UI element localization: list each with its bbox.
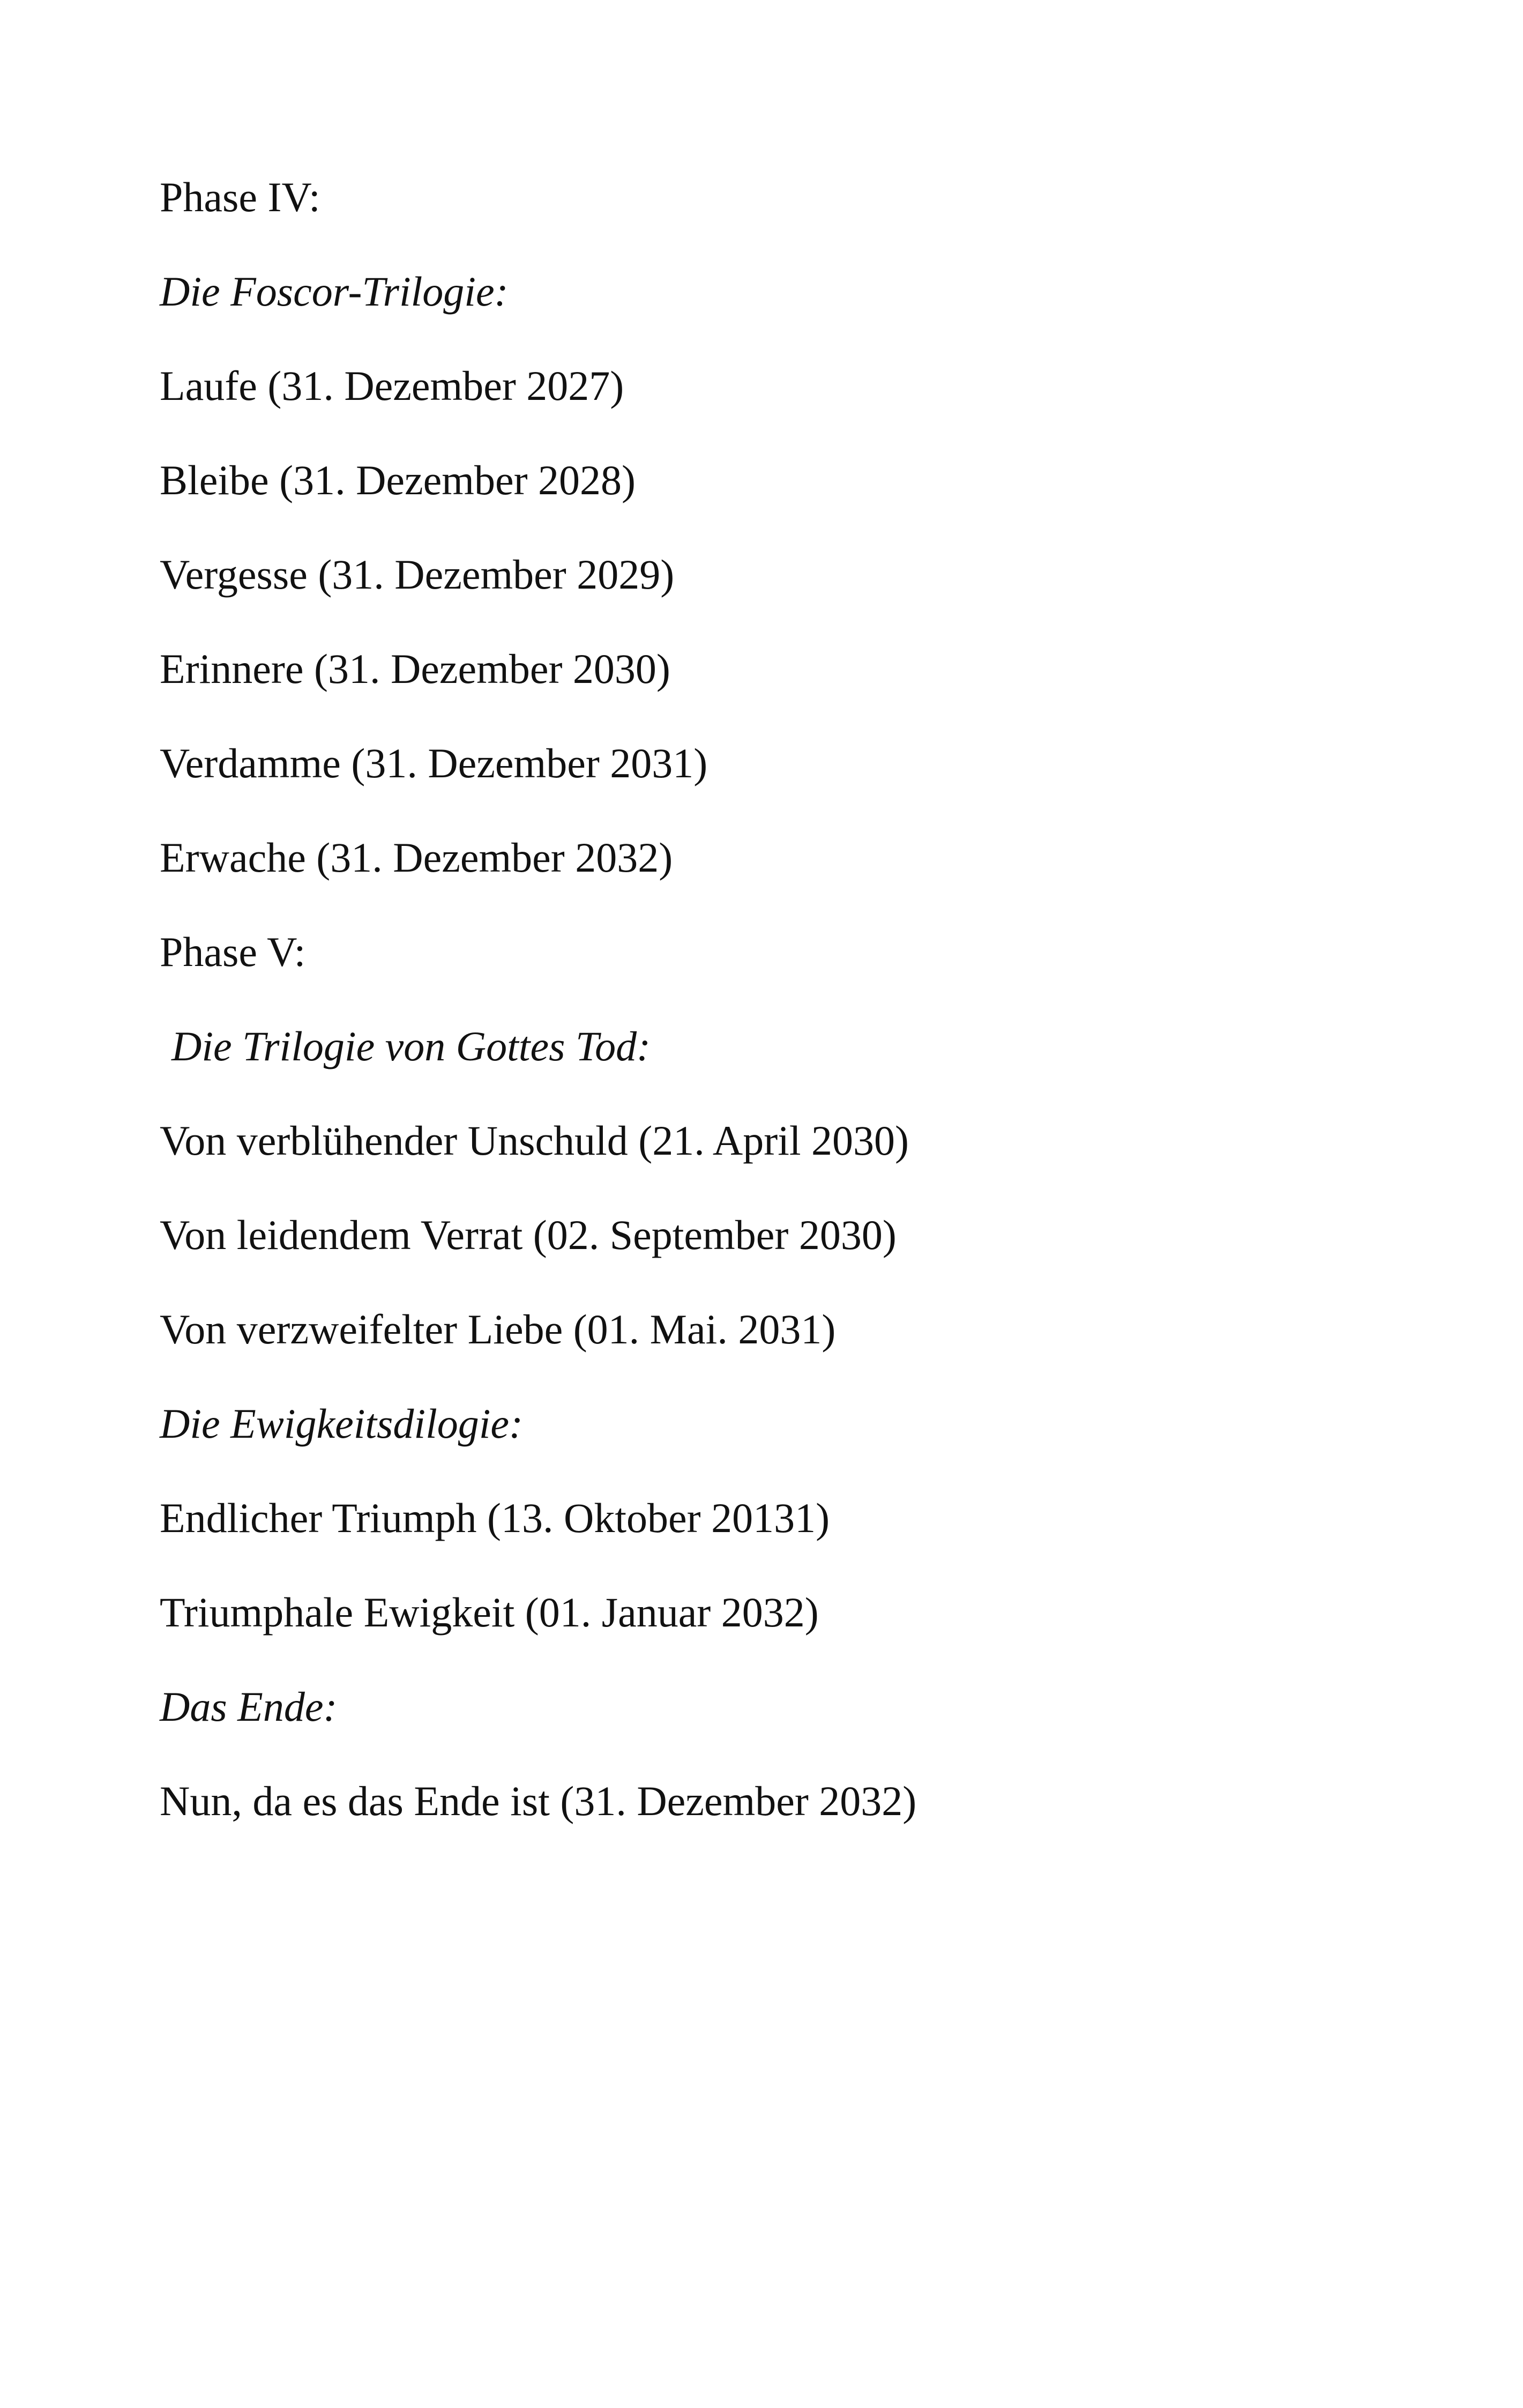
book-entry: Triumphale Ewigkeit (01. Januar 2032) <box>160 1589 819 1636</box>
series-heading: Die Foscor-Trilogie: <box>160 268 509 315</box>
document-body <box>160 150 1392 1848</box>
book-entry: Laufe (31. Dezember 2027) <box>160 362 624 409</box>
series-heading: Die Trilogie von Gottes Tod: <box>171 1023 651 1069</box>
book-entry: Vergesse (31. Dezember 2029) <box>160 551 675 598</box>
series-heading: Das Ende: <box>160 1683 338 1730</box>
book-entry: Von verblühender Unschuld (21. April 2030) <box>160 1117 909 1164</box>
book-entry: Von verzweifelter Liebe (01. Mai. 2031) <box>160 1306 836 1352</box>
series-heading: Die Ewigkeitsdilogie: <box>160 1400 524 1447</box>
phase-heading: Phase IV: <box>160 174 320 220</box>
book-entry: Nun, da es das Ende ist (31. Dezember 2032) <box>160 1778 917 1824</box>
book-entry: Endlicher Triumph (13. Oktober 20131) <box>160 1495 830 1541</box>
book-entry: Bleibe (31. Dezember 2028) <box>160 457 636 503</box>
book-entry: Verdamme (31. Dezember 2031) <box>160 740 708 786</box>
book-entry: Erinnere (31. Dezember 2030) <box>160 645 670 692</box>
phase-heading: Phase V: <box>160 928 306 975</box>
book-entry: Von leidendem Verrat (02. September 2030) <box>160 1212 897 1258</box>
book-entry: Erwache (31. Dezember 2032) <box>160 834 673 881</box>
